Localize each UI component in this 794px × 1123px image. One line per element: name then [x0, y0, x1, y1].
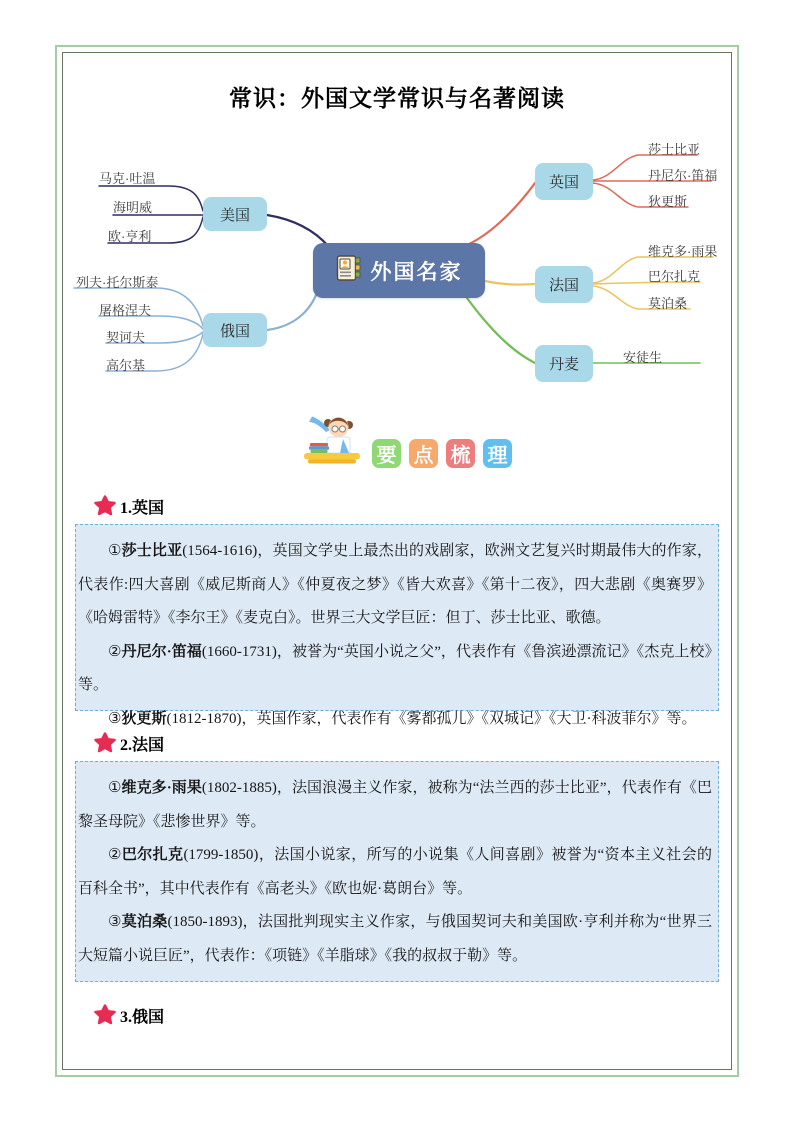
author-label: 维克多·雨果 — [648, 244, 718, 259]
author-label: 欧·亨利 — [108, 229, 152, 244]
badge-tile: 梳 — [446, 439, 475, 468]
entry-text: (1812-1870)，英国作家，代表作有《雾都孤儿》《双城记》《大卫·科波菲尔》等。 — [166, 710, 697, 727]
paragraph — [78, 703, 712, 737]
badge-tiles — [372, 439, 512, 468]
node-label: 美国 — [219, 206, 250, 224]
section-heading-russia — [93, 1003, 164, 1027]
page-title: 常识：外国文学常识与名著阅读 — [229, 85, 565, 111]
entry-marker: ① — [108, 780, 122, 796]
entry-text: (1564-1616)，英国文学史上最杰出的戏剧家，欧洲文艺复兴时期最伟大的作家，代表作:四大喜剧《威尼斯商人》《仲夏夜之梦》《皆大欢喜》《第十二夜》，四大悲剧《奥赛罗》《哈姆雷特》《李尔王》《麦克白》。世界三大文学巨匠：但丁、莎士比亚、歌德。 — [78, 543, 712, 626]
entry-marker: ② — [108, 847, 122, 863]
author-label: 狄更斯 — [648, 194, 688, 209]
author-label: 海明威 — [113, 200, 153, 215]
badge-tile: 理 — [483, 439, 512, 468]
author-label: 高尔基 — [106, 358, 146, 373]
mindmap-node-usa[interactable] — [203, 197, 267, 231]
node-label: 英国 — [548, 174, 579, 191]
studying-kid-icon — [302, 410, 364, 473]
mindmap-figure — [0, 135, 794, 405]
section-heading-france — [93, 731, 164, 755]
mindmap-node-denmark[interactable] — [535, 345, 593, 382]
entry-author: 巴尔扎克 — [121, 847, 184, 863]
paragraph — [78, 535, 712, 636]
entry-text: (1850-1893)，法国批判现实主义作家，与俄国契诃夫和美国欧·亨利并称为“世界三大短篇小说巨匠”，代表作：《项链》《羊脂球》《我的叔叔于勒》等。 — [78, 914, 712, 964]
entry-text: (1802-1885)，法国浪漫主义作家，被称为“法兰西的莎士比亚”，代表作有《巴黎圣母院》《悲惨世界》等。 — [78, 780, 712, 830]
author-label: 莎士比亚 — [648, 142, 701, 157]
mindmap-node-russia[interactable] — [203, 313, 267, 347]
entry-text: (1799-1850)，法国小说家，所写的小说集《人间喜剧》被誉为“资本主义社会的百科全书”，其中代表作有《高老头》《欧也妮·葛朗台》等。 — [78, 847, 712, 897]
paragraph — [78, 636, 712, 703]
paragraph — [78, 839, 712, 906]
section-heading-label: 1.英国 — [120, 499, 165, 517]
paragraph — [78, 772, 712, 839]
contact-card-icon — [336, 254, 362, 288]
entry-marker: ② — [108, 643, 122, 660]
entry-marker: ① — [108, 543, 122, 559]
node-label: 俄国 — [219, 322, 250, 340]
author-label: 莫泊桑 — [648, 296, 688, 311]
author-label: 丹尼尔·笛福 — [648, 168, 718, 183]
mindmap-node-uk[interactable] — [535, 163, 593, 200]
node-label: 法国 — [548, 277, 579, 294]
badge-tile: 点 — [409, 439, 438, 468]
entry-author: 丹尼尔·笛福 — [121, 643, 202, 660]
info-box-france — [75, 761, 719, 982]
node-label: 丹麦 — [548, 356, 579, 373]
entry-author: 维克多·雨果 — [121, 780, 202, 796]
author-label: 契诃夫 — [106, 330, 146, 345]
paragraph — [78, 906, 712, 973]
info-box-uk — [75, 524, 719, 727]
entry-text: (1660-1731)，被誉为“英国小说之父”，代表作有《鲁滨逊漂流记》《杰克上校》等。 — [78, 643, 712, 693]
entry-author: 莫泊桑 — [121, 914, 168, 930]
author-label: 巴尔扎克 — [648, 269, 701, 284]
entry-marker: ③ — [108, 710, 122, 727]
section-heading-label: 2.法国 — [120, 736, 165, 754]
badge-tile: 要 — [372, 439, 401, 468]
entry-author: 狄更斯 — [121, 710, 167, 727]
author-label: 安徒生 — [623, 350, 663, 365]
author-label: 屠格涅夫 — [99, 303, 152, 318]
entry-marker: ③ — [108, 914, 122, 930]
mindmap-node-france[interactable] — [535, 266, 593, 303]
section-heading-uk — [93, 494, 164, 518]
key-points-badge — [302, 410, 512, 473]
star-icon — [93, 1003, 117, 1027]
author-label: 列夫·托尔斯泰 — [76, 275, 159, 290]
center-node-label: 外国名家 — [370, 260, 463, 284]
star-icon — [93, 494, 117, 518]
star-icon — [93, 731, 117, 755]
section-heading-label: 3.俄国 — [120, 1008, 165, 1026]
mindmap-center-node[interactable] — [313, 243, 485, 298]
entry-author: 莎士比亚 — [121, 543, 183, 559]
author-label: 马克·吐温 — [99, 171, 156, 186]
